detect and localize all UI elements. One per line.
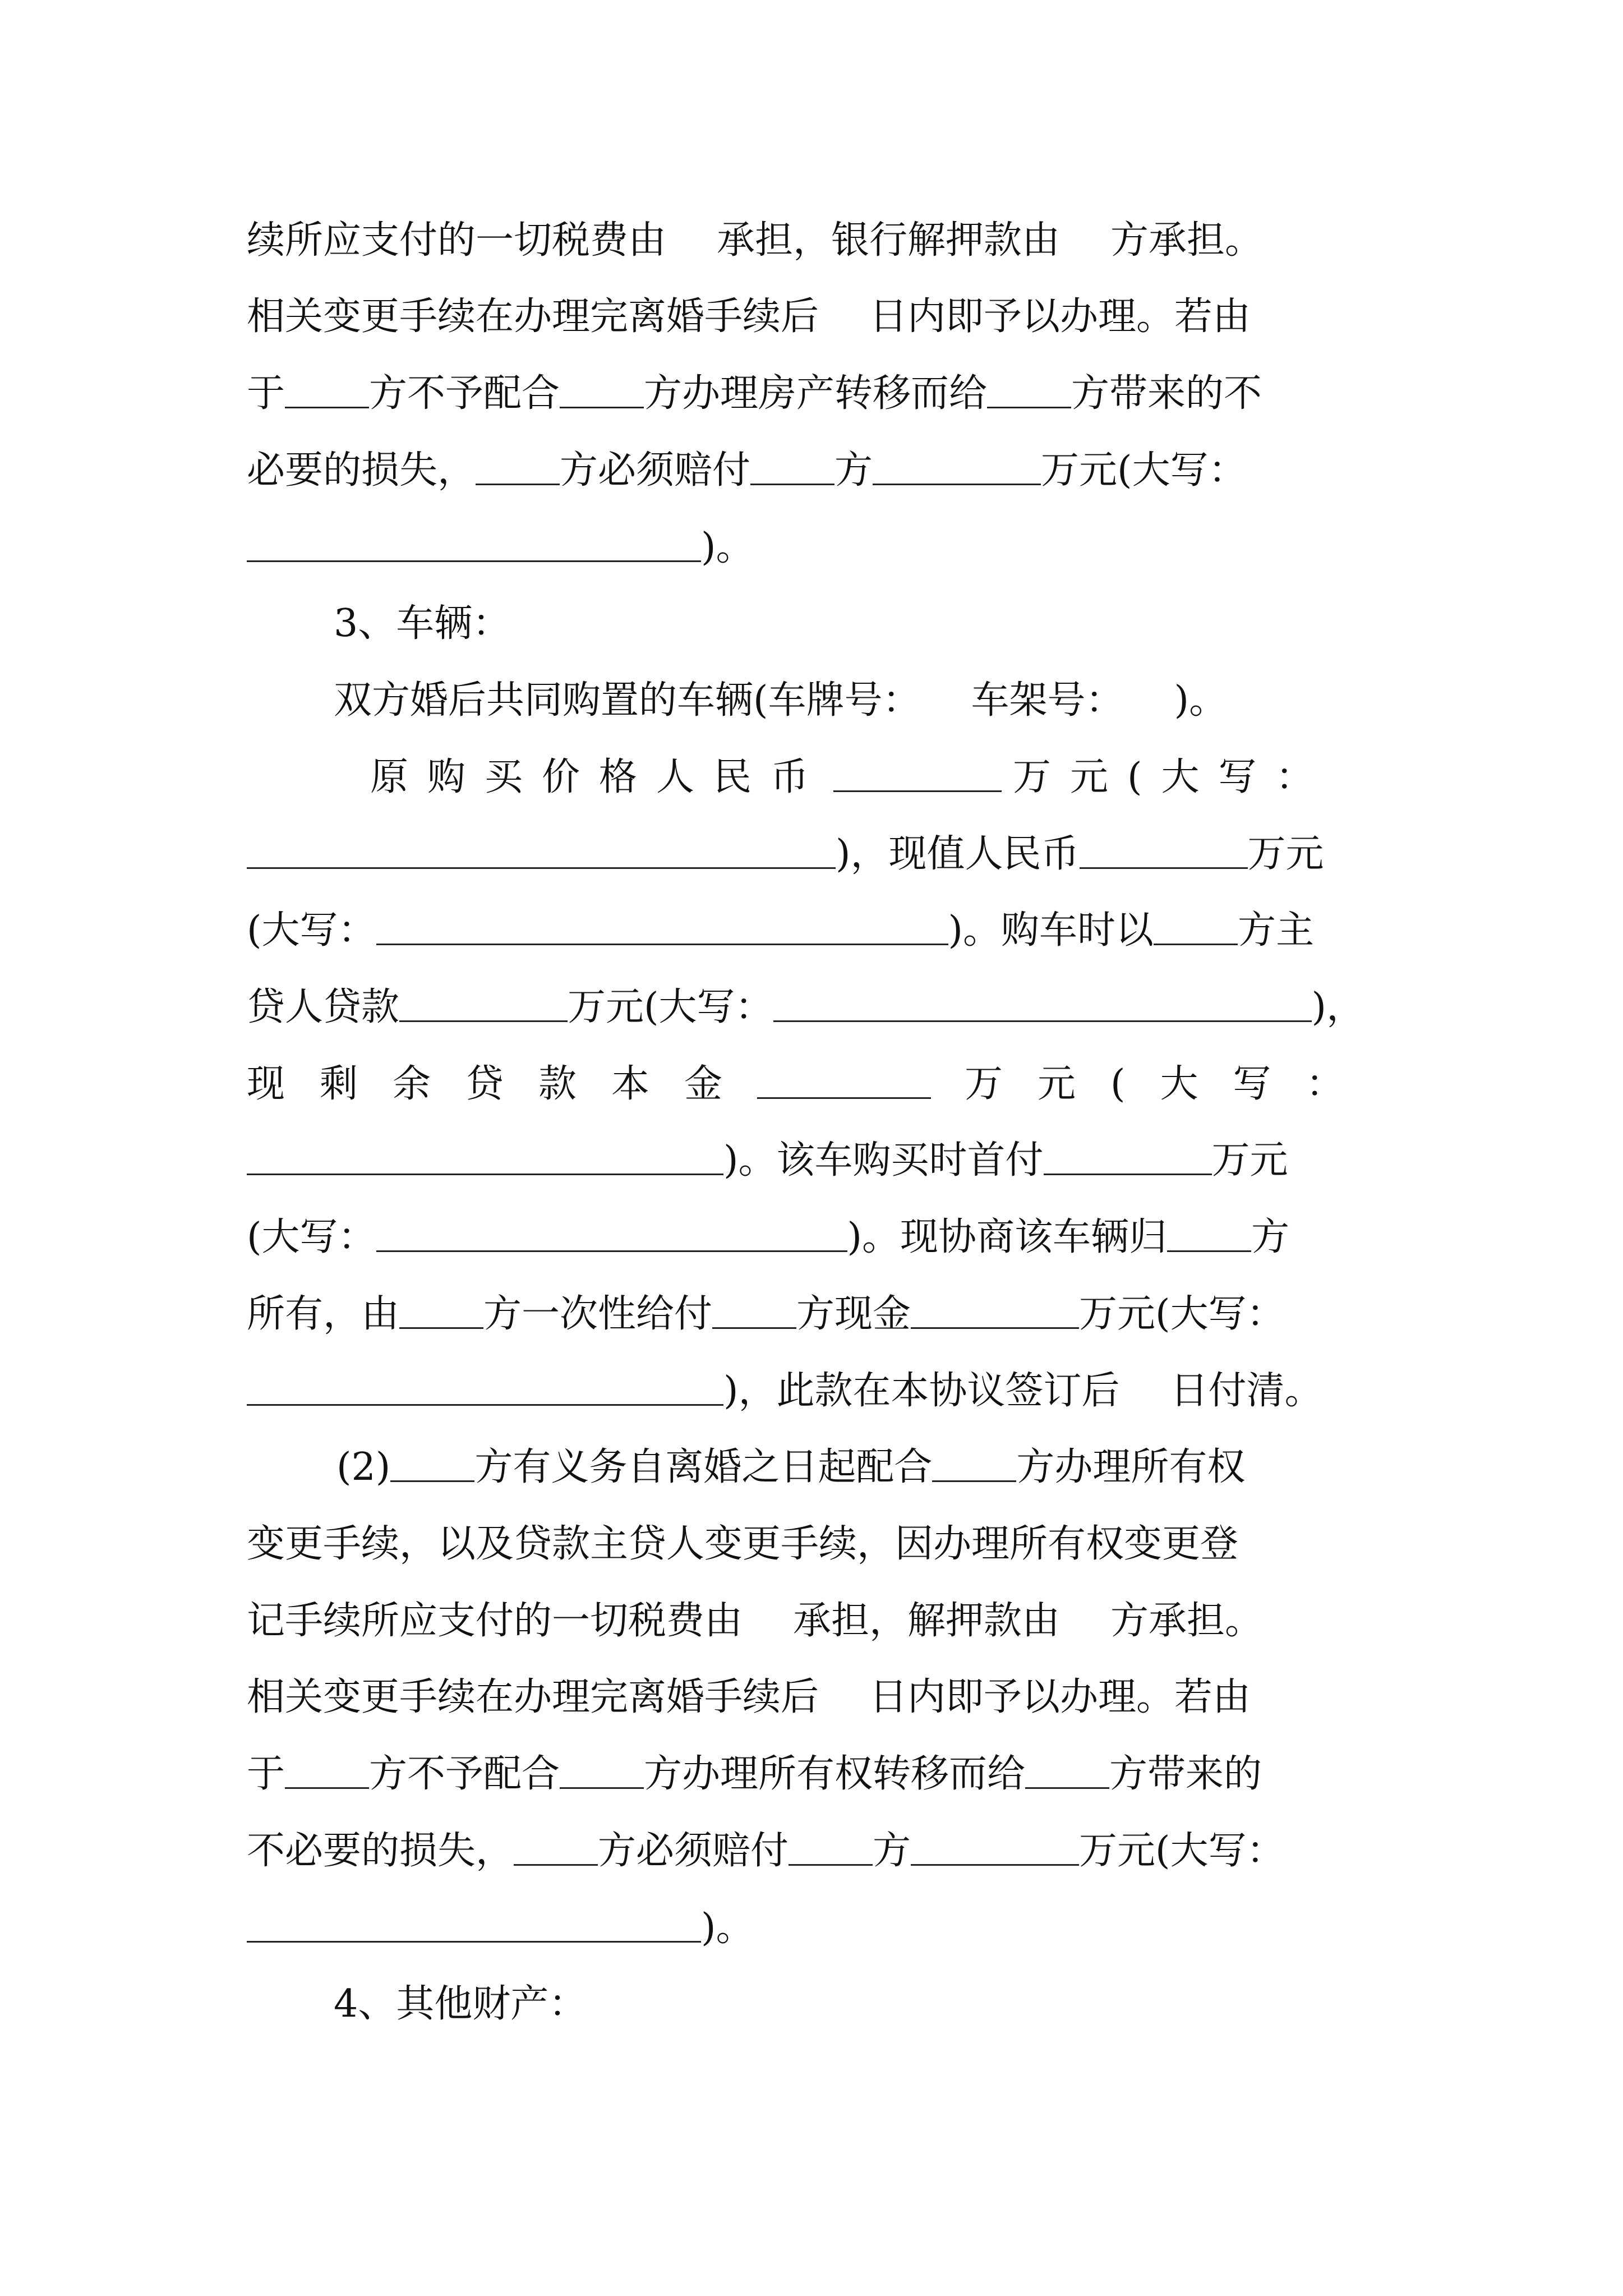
text-line [247, 1062, 1379, 1106]
text-segment: 方承担。 [1110, 218, 1264, 263]
text-segment: 方不予配合 [369, 1752, 560, 1796]
text-segment: )。 [701, 525, 754, 569]
text-line [334, 678, 1228, 723]
text-line [247, 985, 1365, 1029]
text-segment: 方 [1251, 1215, 1290, 1259]
text-line [247, 1138, 1288, 1182]
text-line [247, 832, 1324, 876]
text-segment: 方 [873, 1829, 911, 1873]
text-line [247, 371, 1262, 416]
text-line [247, 218, 1264, 263]
text-segment: 承担，解押款由 [793, 1599, 1061, 1643]
text-segment: )，现值人民币 [836, 832, 1080, 876]
text-segment: 不必要的损失， [247, 1829, 514, 1873]
text-segment: 万元(大写： [1041, 448, 1247, 493]
text-segment: 3、车辆： [334, 601, 511, 646]
text-segment: 所有，由 [247, 1292, 400, 1336]
text-segment: 于 [247, 371, 285, 416]
blank-field [560, 1787, 644, 1789]
text-segment: (2) [336, 1445, 391, 1489]
blank-field [399, 1020, 568, 1022]
text-line [247, 908, 1315, 953]
blank-field [247, 1404, 723, 1406]
text-segment: )。购车时以 [948, 908, 1154, 953]
blank-field [514, 1864, 598, 1866]
blank-field [1154, 943, 1238, 945]
text-segment: 承担，银行解押款由 [717, 218, 1061, 263]
text-segment: 方必须赔付 [560, 448, 751, 493]
text-segment: 记手续所应支付的一切税费由 [247, 1599, 743, 1643]
blank-field [789, 1864, 873, 1866]
text-segment: 万元 [1247, 832, 1324, 876]
text-segment: )。 [1174, 678, 1228, 723]
text-segment: 贷人贷款 [247, 985, 400, 1029]
blank-field [1044, 1173, 1212, 1175]
text-line [247, 1215, 1290, 1259]
text-line [247, 1292, 1285, 1336]
blank-field [757, 1097, 931, 1099]
text-segment: 万元 [1211, 1138, 1288, 1182]
text-line [370, 755, 1333, 799]
blank-field [911, 1327, 1079, 1329]
text-segment: 方带来的 [1109, 1752, 1262, 1796]
text-line [247, 1369, 1323, 1413]
blank-field [376, 943, 948, 945]
blank-field [285, 1787, 369, 1789]
text-line [247, 448, 1247, 493]
blank-field [247, 560, 701, 562]
text-segment: 方有义务自离婚之日起配合 [474, 1445, 933, 1489]
text-segment: 方主 [1238, 908, 1315, 953]
text-segment: 方一次性给付 [483, 1292, 713, 1336]
blank-field [399, 1327, 483, 1329]
text-line [247, 1906, 754, 1950]
text-segment: 变更手续，以及贷款主贷人变更手续，因办理所有权变更登 [247, 1522, 1239, 1566]
text-segment: 相关变更手续在办理完离婚手续后 [247, 1675, 819, 1719]
text-segment: 车架号： [971, 678, 1124, 723]
text-segment: 于 [247, 1752, 285, 1796]
text-line [247, 1829, 1285, 1873]
text-segment: 方承担。 [1110, 1599, 1264, 1643]
text-segment: 万元(大写： [1013, 755, 1333, 799]
blank-field [932, 1480, 1016, 1482]
text-line [247, 1522, 1239, 1566]
text-line [247, 1675, 1251, 1719]
text-segment: 4、其他财产： [334, 1982, 587, 2026]
text-line [247, 1752, 1262, 1796]
text-segment: (大写： [247, 908, 376, 953]
blank-field [247, 867, 836, 869]
blank-field [773, 1020, 1312, 1022]
blank-field [247, 1173, 723, 1175]
blank-field [247, 1940, 701, 1943]
text-segment: 日内即予以办理。若由 [869, 1675, 1251, 1719]
text-segment: 日内即予以办理。若由 [869, 295, 1251, 339]
text-segment: )。该车购买时首付 [723, 1138, 1044, 1182]
text-segment: 方办理所有权 [1016, 1445, 1246, 1489]
text-segment: 续所应支付的一切税费由 [247, 218, 667, 263]
text-segment: 双方婚后共同购置的车辆(车牌号： [334, 678, 921, 723]
blank-field [750, 483, 834, 485]
blank-field [1080, 867, 1248, 869]
blank-field [376, 1250, 847, 1252]
blank-field [476, 483, 560, 485]
text-segment: 相关变更手续在办理完离婚手续后 [247, 295, 819, 339]
text-segment: 方不予配合 [369, 371, 560, 416]
text-segment: 万元(大写： [1079, 1292, 1285, 1336]
blank-field [285, 406, 369, 408]
blank-field [873, 483, 1041, 485]
text-line [247, 1599, 1264, 1643]
text-segment: 方办理所有权转移而给 [644, 1752, 1026, 1796]
blank-field [987, 406, 1071, 408]
text-segment: )。 [701, 1906, 754, 1950]
text-segment: )， [1311, 985, 1365, 1029]
blank-field [560, 406, 644, 408]
text-segment: 必要的损失， [247, 448, 476, 493]
text-segment: 万元(大写： [1079, 1829, 1285, 1873]
text-segment: 原购买价格人民币 [370, 755, 828, 799]
blank-field [833, 790, 1002, 792]
text-segment: )，此款在本协议签订后 [723, 1369, 1120, 1413]
blank-field [1025, 1787, 1109, 1789]
text-segment: 日付清。 [1170, 1369, 1323, 1413]
text-segment: 方办理房产转移而给 [644, 371, 988, 416]
text-line [336, 1445, 1246, 1489]
text-segment: 方 [834, 448, 873, 493]
text-line [247, 525, 754, 569]
blank-field [712, 1327, 796, 1329]
blank-field [390, 1480, 474, 1482]
blank-field [1167, 1250, 1251, 1252]
text-segment: 方带来的不 [1071, 371, 1262, 416]
section-heading [334, 1982, 587, 2026]
text-segment: 万元(大写： [568, 985, 773, 1029]
text-segment: (大写： [247, 1215, 376, 1259]
text-segment: 方现金 [796, 1292, 911, 1336]
text-segment: )。现协商该车辆归 [847, 1215, 1168, 1259]
text-line [247, 295, 1251, 339]
blank-field [911, 1864, 1079, 1866]
text-segment: 方必须赔付 [598, 1829, 789, 1873]
section-heading [334, 601, 511, 646]
text-segment: 万元(大写： [965, 1062, 1379, 1106]
text-segment: 现剩余贷款本金 [247, 1062, 758, 1106]
